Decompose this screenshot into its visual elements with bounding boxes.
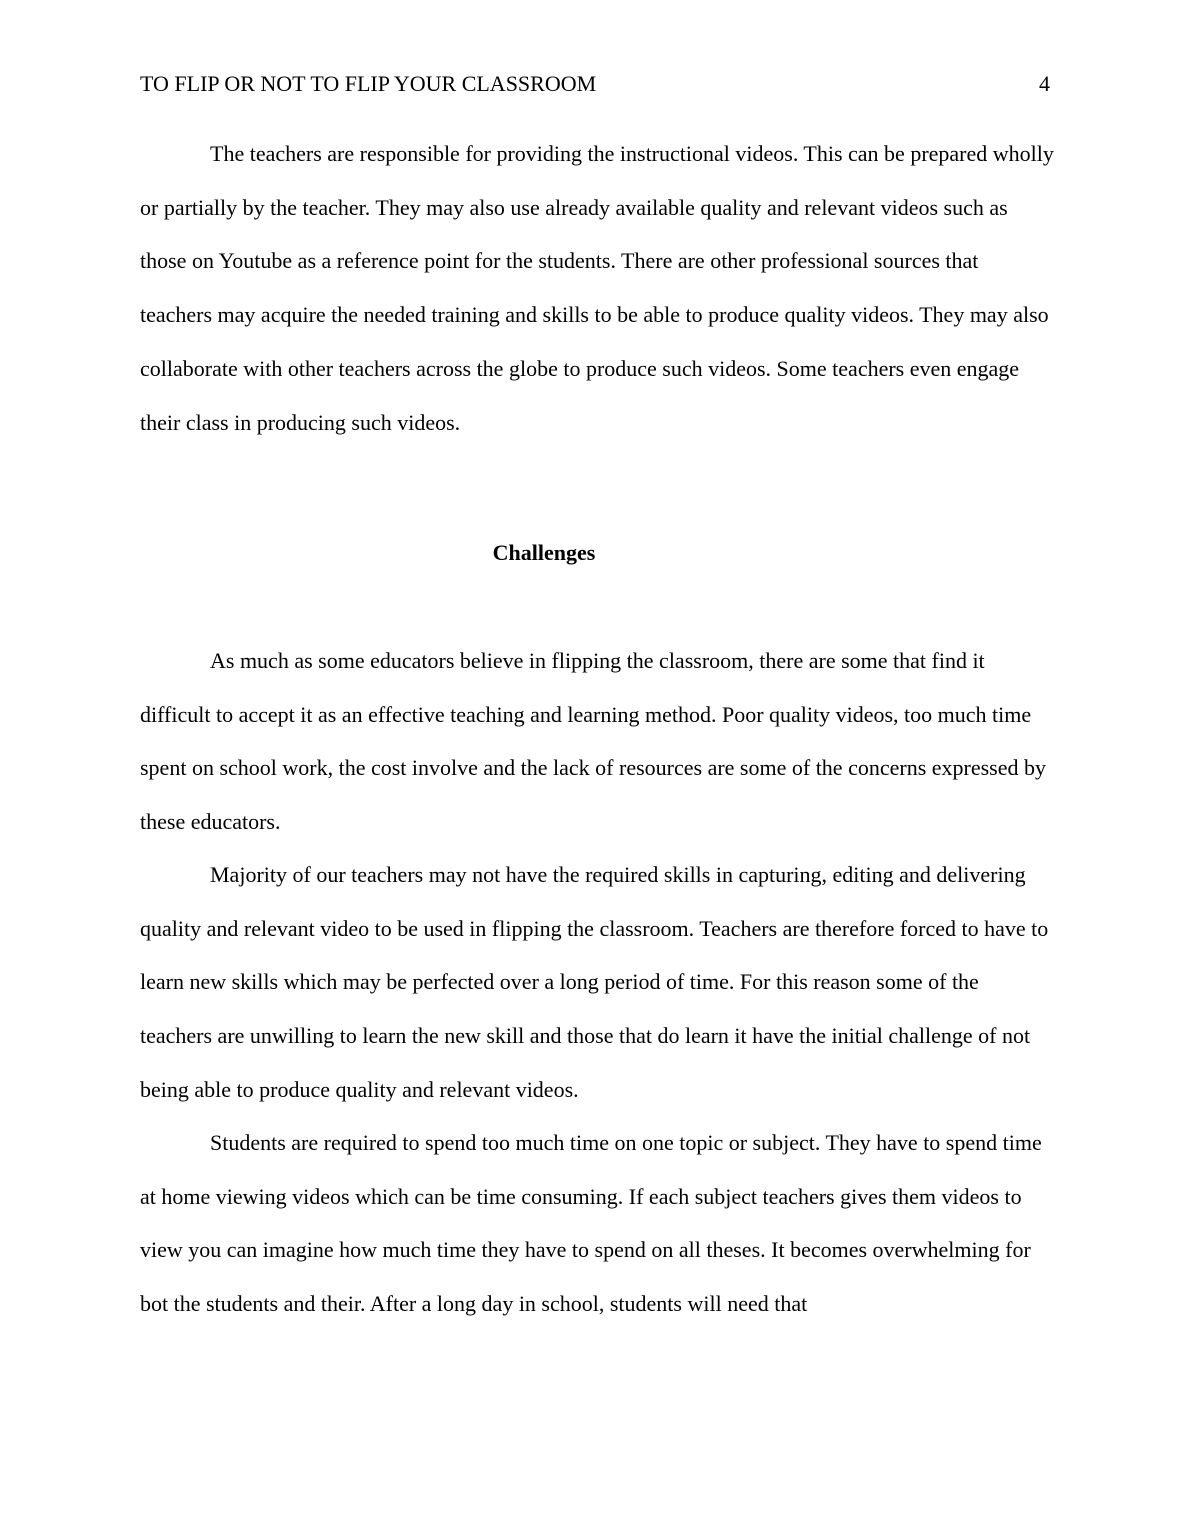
body-paragraph-4: Students are required to spend too much time on one topic or subject. They have to spend time at home viewing videos which can be time consuming. If each subject teachers gives them videos to view you can imagine how much time they have to spend on all theses. It becomes overwhelming for bot the students and their. After a long day in school, students will need that (140, 1130, 1042, 1317)
body-paragraph-2: As much as some educators believe in flipping the classroom, there are some that find it difficult to accept it as an effective teaching and learning method. Poor quality videos, too much time spent on school work, the cost involve and the lack of resources are some of the concerns expressed by these educators. (140, 648, 1046, 835)
body-paragraph-1: The teachers are responsible for providing the instructional videos. This can be prepared wholly or partially by the teacher. They may also use already available quality and relevant videos such as those on Youtube as a reference point for the students. There are other professional sources that teachers may acquire the needed training and skills to be able to produce quality videos. They may also collaborate with other teachers across the globe to produce such videos. Some teachers even engage their class in producing such videos. (140, 141, 1054, 435)
body-paragraph-3: Majority of our teachers may not have the required skills in capturing, editing and delivering quality and relevant video to be used in flipping the classroom. Teachers are therefore forced to have to learn new skills which may be perfected over a long period of time. For this reason some of the teachers are unwilling to learn the new skill and those that do learn it have the initial challenge of not being able to produce quality and relevant videos. (140, 862, 1049, 1102)
running-head: TO FLIP OR NOT TO FLIP YOUR CLASSROOM (140, 71, 597, 96)
page-number: 4 (1039, 71, 1050, 96)
section-heading: Challenges (492, 540, 596, 565)
